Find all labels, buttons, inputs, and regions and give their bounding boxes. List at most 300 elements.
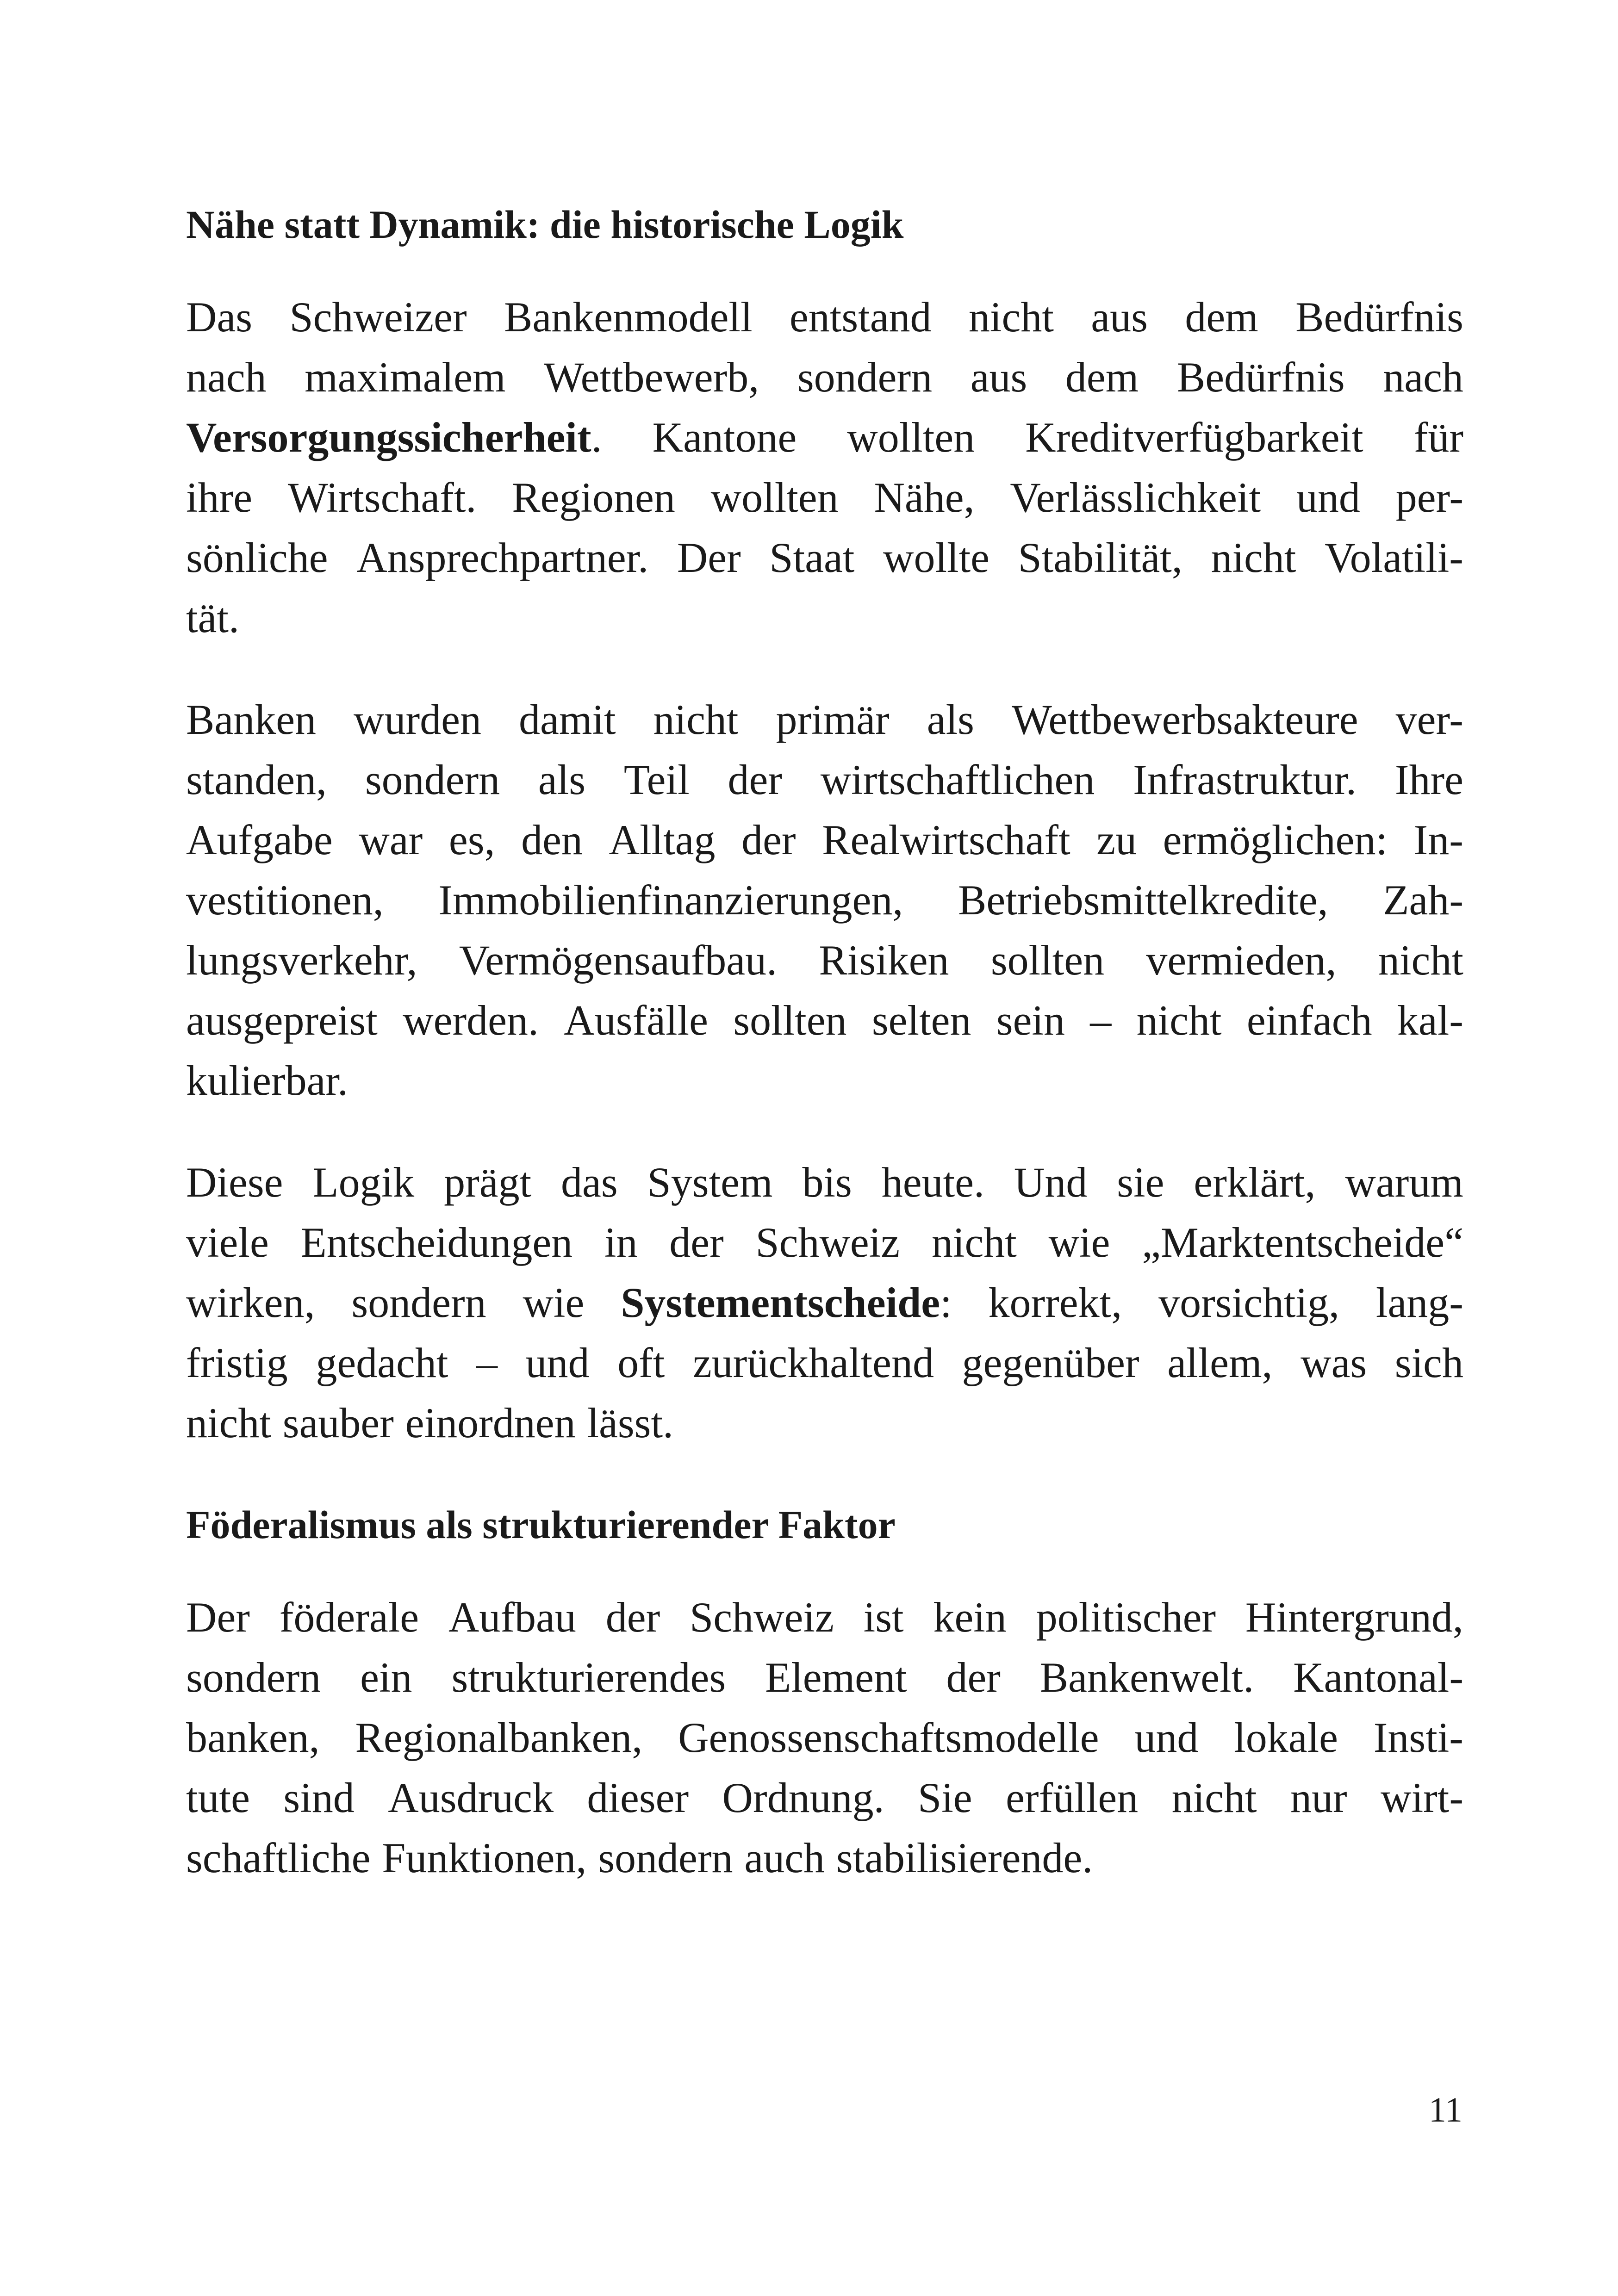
word-part: ver- (1395, 696, 1463, 743)
text-line (186, 588, 1463, 648)
word-part: schaftliche (186, 1834, 371, 1881)
word (1374, 1707, 1463, 1768)
word-part: auch (744, 1834, 825, 1881)
word (711, 467, 839, 527)
word-part: Regionen (512, 474, 675, 521)
word-part: stabilisierende. (836, 1834, 1093, 1881)
word-part: sein (996, 997, 1065, 1044)
word-part: wollten (847, 414, 975, 461)
word-part: Kantonal- (1293, 1654, 1463, 1701)
word-part: nach (1383, 354, 1463, 401)
word-part: was (1301, 1339, 1367, 1386)
word-part: banken, (186, 1714, 320, 1761)
word (1414, 407, 1463, 467)
word (1134, 1707, 1198, 1768)
word-part: wirtschaftlichen (820, 756, 1095, 803)
word-part: nicht (1211, 534, 1296, 581)
word-part: gedacht (316, 1339, 448, 1386)
word (1414, 810, 1463, 870)
word-part: lungsverkehr, (186, 937, 417, 984)
text-line (186, 990, 1463, 1050)
text-line (186, 870, 1463, 930)
word (301, 1212, 573, 1272)
page-number: 11 (1428, 2091, 1462, 2129)
word (1040, 1647, 1254, 1707)
word-part: sind (283, 1774, 355, 1821)
word-part: lang- (1375, 1279, 1463, 1326)
word (186, 347, 267, 407)
word (405, 1393, 576, 1453)
word-part: Regionalbanken, (355, 1714, 643, 1761)
word (598, 1828, 733, 1888)
word (1396, 689, 1463, 750)
word (186, 1212, 269, 1272)
word (1137, 990, 1222, 1050)
word-part: Element (765, 1654, 907, 1701)
word (836, 1828, 1093, 1888)
word-part: wollten (710, 474, 839, 521)
word-part: ausgepreist (186, 997, 378, 1044)
word (351, 1272, 486, 1333)
word (186, 287, 252, 347)
word (312, 1152, 414, 1212)
word-part: Kantone (652, 414, 797, 461)
word (755, 1212, 900, 1272)
word (1006, 1768, 1138, 1828)
word (359, 810, 423, 870)
word (989, 1272, 1122, 1333)
word (678, 1707, 1099, 1768)
page-content (186, 194, 1463, 1888)
word (1172, 1768, 1257, 1828)
word (1133, 750, 1357, 810)
word (790, 287, 932, 347)
word (356, 527, 648, 588)
word-part: nur (1290, 1774, 1347, 1821)
word (1295, 287, 1463, 347)
word-part: bis (802, 1159, 852, 1206)
word-part: fristig (186, 1339, 288, 1386)
word-part: föderale (279, 1594, 419, 1641)
word-part: tät. (186, 594, 239, 641)
word (962, 1333, 1139, 1393)
word-part: sönliche (186, 534, 328, 581)
word (186, 467, 252, 527)
word (186, 1828, 370, 1888)
word-part: Nähe, (874, 474, 975, 521)
word (280, 1587, 419, 1647)
word (354, 689, 481, 750)
word-part: nicht (653, 696, 739, 743)
word (728, 750, 782, 810)
word-part: Hintergrund, (1245, 1594, 1463, 1641)
word (883, 527, 989, 588)
word (283, 1768, 354, 1828)
word (1325, 527, 1463, 588)
word (438, 870, 903, 930)
word (872, 990, 971, 1050)
word-part: zu (1096, 816, 1137, 863)
word (677, 527, 741, 588)
word-part: oft (617, 1339, 665, 1386)
word-part: sie (1117, 1159, 1164, 1206)
word (1090, 990, 1111, 1050)
word (288, 467, 477, 527)
text-line (186, 1393, 1463, 1453)
word-part: erklärt, (1194, 1159, 1316, 1206)
word-part: lässt. (587, 1399, 673, 1446)
word (544, 347, 759, 407)
word (526, 1333, 590, 1393)
word (521, 810, 583, 870)
word-part: vorsichtig, (1158, 1279, 1340, 1326)
word (744, 1828, 825, 1888)
text-line (186, 1272, 1463, 1333)
word (382, 1828, 586, 1888)
word-part: der (741, 816, 796, 863)
word-part: Ansprechpartner. (356, 534, 649, 581)
word-part: heute. (881, 1159, 984, 1206)
word (797, 347, 932, 407)
word (1018, 527, 1182, 588)
word-part: aus (970, 354, 1027, 401)
word-part: System (647, 1159, 773, 1206)
word (1025, 407, 1363, 467)
word (1177, 347, 1345, 407)
word (186, 527, 328, 588)
word (958, 870, 1328, 930)
word (451, 1647, 726, 1707)
text-line (186, 1587, 1463, 1647)
text-line (186, 1707, 1463, 1768)
word (1301, 1333, 1367, 1393)
word (1012, 689, 1358, 750)
word (305, 347, 505, 407)
word (186, 1393, 271, 1453)
word-part: prägt (444, 1159, 532, 1206)
word-part: und (1296, 474, 1360, 521)
word-part: dieser (587, 1774, 689, 1821)
word (538, 750, 585, 810)
word-part: selten (871, 997, 971, 1044)
word (459, 930, 777, 990)
word (1185, 287, 1258, 347)
word (186, 1587, 250, 1647)
word-part: – (1090, 997, 1112, 1044)
word (1091, 287, 1148, 347)
section-heading-2: Föderalismus als strukturierender Faktor (186, 1502, 896, 1547)
word-part: Infrastruktur. (1133, 756, 1357, 803)
word-part: der (946, 1654, 1001, 1701)
word-part: Teil (623, 756, 690, 803)
word (996, 990, 1065, 1050)
word (388, 1768, 554, 1828)
word (1194, 1152, 1315, 1212)
word-part: Vermögensaufbau. (459, 937, 778, 984)
word-part: Risiken (819, 937, 949, 984)
word-part: Bedürfnis (1176, 354, 1345, 401)
word-part: wurden (354, 696, 481, 743)
word (186, 588, 239, 648)
word (1049, 1212, 1110, 1272)
word-part: erfüllen (1006, 1774, 1139, 1821)
word-part: nach (186, 354, 267, 401)
word (1290, 1768, 1347, 1828)
text-line (186, 1333, 1463, 1393)
word-part: ihre (186, 474, 253, 521)
text-line (186, 527, 1463, 588)
word-part: Volatili- (1325, 534, 1463, 581)
word-part: zurückhaltend (692, 1339, 934, 1386)
paragraph-3 (186, 1152, 1463, 1453)
word-part: Schweizer (289, 293, 467, 341)
word-part: Entscheidungen (300, 1219, 573, 1266)
word (821, 750, 1095, 810)
word-part: in (604, 1219, 638, 1266)
word-part: ein (360, 1654, 412, 1701)
paragraph-2 (186, 689, 1463, 1111)
word-part: strukturierendes (451, 1654, 726, 1701)
word-part: Kreditverfügbarkeit (1025, 414, 1363, 461)
word-part: gegenüber (962, 1339, 1139, 1386)
word (1396, 467, 1463, 527)
word-part: entstand (789, 293, 932, 341)
word (1296, 467, 1360, 527)
word (882, 1152, 984, 1212)
word-part: nicht (1171, 1774, 1257, 1821)
word-part: Das (186, 293, 253, 341)
word-part: dem (1065, 354, 1139, 401)
word-part: sollten (990, 937, 1105, 984)
word-part: das (561, 1159, 618, 1206)
word-part: primär (776, 696, 890, 743)
word (647, 1152, 773, 1212)
word (1014, 1152, 1087, 1212)
word-part: Schweiz (755, 1219, 900, 1266)
word-part: es, (448, 816, 495, 863)
word-part: als (538, 756, 586, 803)
word (874, 467, 974, 527)
word (1065, 347, 1139, 407)
word (653, 689, 739, 750)
word-part: Der (677, 534, 741, 581)
word (690, 1587, 834, 1647)
word-part: tute (186, 1774, 250, 1821)
word (1117, 1152, 1164, 1212)
word-part: Ihre (1394, 756, 1463, 803)
word (360, 1647, 412, 1707)
word-part: Betriebsmittelkredite, (958, 876, 1328, 924)
word-part: einfach (1246, 997, 1372, 1044)
word-part: Schweiz (690, 1594, 834, 1641)
word (932, 1212, 1017, 1272)
word (733, 990, 846, 1050)
word (822, 810, 1070, 870)
word (819, 930, 949, 990)
word (722, 1768, 884, 1828)
word-part: vestitionen, (186, 876, 384, 924)
word (653, 407, 797, 467)
word (991, 930, 1104, 990)
word (355, 1707, 642, 1768)
word (693, 1333, 934, 1393)
word-part: warum (1345, 1159, 1463, 1206)
text-line (186, 750, 1463, 810)
word (316, 1333, 448, 1393)
word (864, 1587, 904, 1647)
word-part: sich (1394, 1339, 1463, 1386)
word (802, 1152, 852, 1212)
word-part: wie (523, 1279, 585, 1326)
paragraph-1 (186, 287, 1463, 648)
bold-term: Versorgungssicherheit (186, 414, 591, 461)
word-part: . (591, 414, 602, 461)
word (669, 1212, 723, 1272)
word (1383, 347, 1463, 407)
word-part: der (728, 756, 782, 803)
word-part: sondern (797, 354, 933, 401)
word (1345, 1152, 1463, 1212)
word (403, 990, 539, 1050)
word (1096, 810, 1137, 870)
word-part: Ausdruck (388, 1774, 554, 1821)
word-part: der (605, 1594, 660, 1641)
word-part: lokale (1234, 1714, 1338, 1761)
word (186, 1647, 321, 1707)
word-part: aus (1091, 293, 1148, 341)
word-part: Verlässlichkeit (1010, 474, 1261, 521)
word-part: werden. (403, 997, 539, 1044)
text-line (186, 1212, 1463, 1272)
word (186, 1707, 320, 1768)
word (186, 810, 333, 870)
word-part: Banken (186, 696, 317, 743)
word (519, 689, 616, 750)
word (918, 1768, 972, 1828)
word-part: korrekt, (988, 1279, 1122, 1326)
word-part: und (525, 1339, 590, 1386)
word-part: der (669, 1219, 724, 1266)
word-part: Ordnung. (722, 1774, 884, 1821)
word-part: und (1134, 1714, 1199, 1761)
section-heading-1: Nähe statt Dynamik: die historische Logik (186, 202, 904, 247)
word (609, 810, 716, 870)
word-part: dem (1185, 293, 1258, 341)
word (186, 689, 316, 750)
word (765, 1647, 907, 1707)
text-line (186, 347, 1463, 407)
word-part: nicht (186, 1399, 271, 1446)
word (587, 1768, 689, 1828)
word (1234, 1707, 1338, 1768)
word (186, 1272, 315, 1333)
word-part: Insti- (1373, 1714, 1463, 1761)
word (606, 1587, 660, 1647)
word (561, 1152, 618, 1212)
word (523, 1272, 584, 1333)
word (1381, 1768, 1463, 1828)
word (512, 467, 675, 527)
word-part: sondern (186, 1654, 321, 1701)
word (624, 750, 690, 810)
text-line (186, 467, 1463, 527)
word-part: Bankenmodell (504, 293, 753, 341)
word-part: Diese (186, 1159, 283, 1206)
text-line (186, 1828, 1463, 1888)
text-line (186, 689, 1463, 750)
word-part: nicht (968, 293, 1054, 341)
word (847, 407, 975, 467)
text-line (186, 287, 1463, 347)
word (927, 689, 974, 750)
word (1397, 990, 1463, 1050)
word (186, 407, 602, 467)
word (186, 1768, 250, 1828)
word-part: ist (863, 1594, 904, 1641)
word (1036, 1587, 1216, 1647)
word (1247, 990, 1372, 1050)
word-part: wirken, (186, 1279, 315, 1326)
word-part: – (476, 1339, 498, 1386)
word-part: Der (186, 1594, 250, 1641)
word-part: viele (186, 1219, 269, 1266)
text-line (186, 810, 1463, 870)
word-part: maximalem (305, 354, 506, 401)
paragraph-4 (186, 1587, 1463, 1888)
word (1395, 750, 1463, 810)
word-part: wollte (883, 534, 989, 581)
word (1010, 467, 1261, 527)
word-part: nicht (931, 1219, 1017, 1266)
text-line (186, 930, 1463, 990)
word-part: per- (1395, 474, 1463, 521)
word-part: Immobilienfinanzierungen, (438, 876, 903, 924)
word (587, 1393, 673, 1453)
text-line (186, 1152, 1463, 1212)
word-part: sondern (351, 1279, 486, 1326)
word (946, 1647, 1000, 1707)
word-part: kulierbar. (186, 1057, 348, 1104)
word-part: Wettbewerbsakteure (1011, 696, 1358, 743)
word-part: sondern (365, 756, 500, 803)
word-part: kein (933, 1594, 1007, 1641)
word-part: als (927, 696, 974, 743)
word (186, 1333, 288, 1393)
word (476, 1333, 498, 1393)
word-part: „Marktentscheide“ (1142, 1219, 1463, 1266)
word-part: ermöglichen: (1163, 816, 1388, 863)
word (186, 930, 417, 990)
word (769, 527, 854, 588)
word (1378, 930, 1463, 990)
text-line (186, 407, 1463, 467)
word (186, 1152, 283, 1212)
word (1163, 810, 1388, 870)
word-part: Und (1014, 1159, 1088, 1206)
word (604, 1212, 638, 1272)
word-part: : (940, 1279, 952, 1326)
word (776, 689, 890, 750)
word-part: sauber (282, 1399, 394, 1446)
word (504, 287, 753, 347)
word (933, 1587, 1006, 1647)
word-part: sollten (733, 997, 847, 1044)
text-line (186, 1050, 1463, 1111)
word (1376, 1272, 1463, 1333)
word (444, 1152, 531, 1212)
text-line (186, 1647, 1463, 1707)
word (1293, 1647, 1463, 1707)
